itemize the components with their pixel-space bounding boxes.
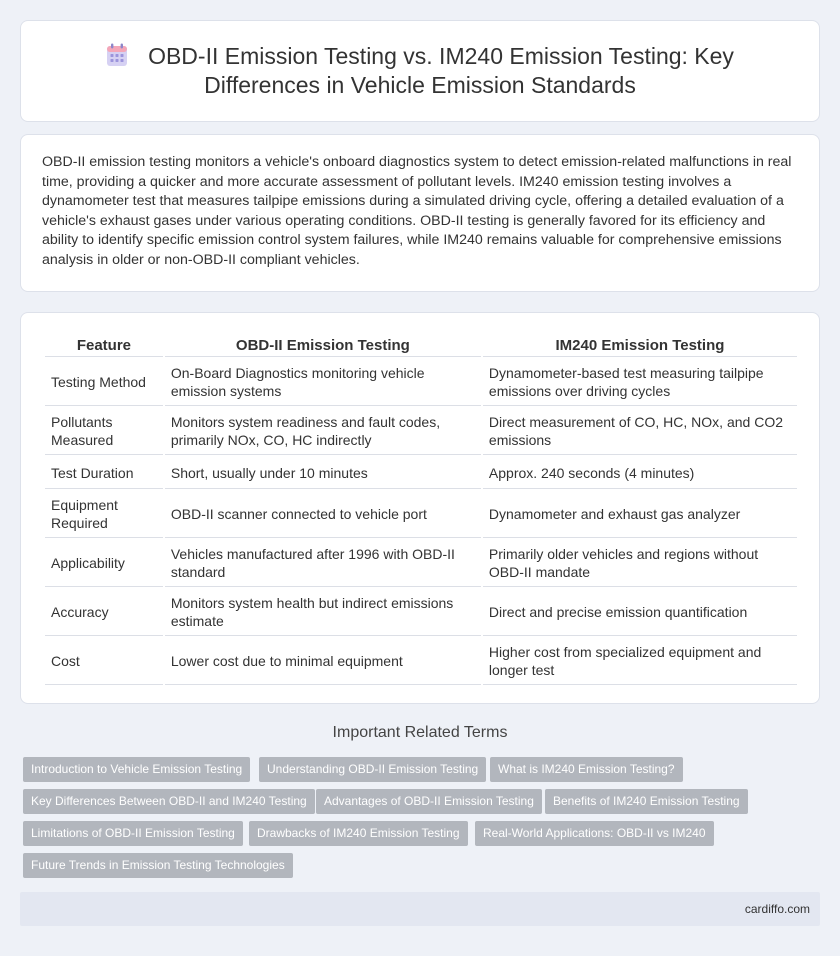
intro-card — [20, 134, 820, 292]
calendar-icon — [106, 43, 128, 67]
footer-site[interactable]: cardiffo.com — [744, 902, 810, 916]
related-term-tag[interactable]: What is IM240 Emission Testing? — [490, 757, 683, 782]
table-row — [45, 540, 797, 587]
cell-feature: Pollutants Measured — [45, 408, 163, 455]
footer — [20, 892, 820, 926]
related-term-tag[interactable]: Real-World Applications: OBD-II vs IM240 — [475, 821, 714, 846]
related-term-tag[interactable]: Key Differences Between OBD-II and IM240 Testing — [23, 789, 315, 814]
table-row — [45, 359, 797, 406]
cell-im240: Primarily older vehicles and regions without OBD-II mandate — [483, 540, 797, 587]
comparison-card — [20, 312, 820, 704]
header-im240: IM240 Emission Testing — [483, 333, 797, 357]
cell-im240: Higher cost from specialized equipment and longer test — [483, 638, 797, 685]
title-card — [20, 20, 820, 122]
cell-obd2: Monitors system health but indirect emissions estimate — [165, 589, 481, 636]
cell-im240: Dynamometer and exhaust gas analyzer — [483, 491, 797, 538]
cell-feature: Applicability — [45, 540, 163, 587]
page-title — [51, 42, 789, 100]
table-row — [45, 408, 797, 455]
related-term-tag[interactable]: Benefits of IM240 Emission Testing — [545, 789, 748, 814]
related-term-tag[interactable]: Introduction to Vehicle Emission Testing — [23, 757, 250, 782]
cell-im240: Dynamometer-based test measuring tailpipe emissions over driving cycles — [483, 359, 797, 406]
table-row — [45, 638, 797, 685]
related-term-tag[interactable]: Future Trends in Emission Testing Technologies — [23, 853, 293, 878]
cell-im240: Direct measurement of CO, HC, NOx, and CO2 emissions — [483, 408, 797, 455]
header-feature: Feature — [45, 333, 163, 357]
cell-obd2: OBD-II scanner connected to vehicle port — [165, 491, 481, 538]
cell-feature: Cost — [45, 638, 163, 685]
cell-obd2: On-Board Diagnostics monitoring vehicle emission systems — [165, 359, 481, 406]
table-row — [45, 589, 797, 636]
cell-feature: Test Duration — [45, 457, 163, 489]
cell-im240: Direct and precise emission quantification — [483, 589, 797, 636]
related-term-tag[interactable]: Limitations of OBD-II Emission Testing — [23, 821, 243, 846]
related-term-tag[interactable]: Drawbacks of IM240 Emission Testing — [249, 821, 468, 846]
cell-feature: Testing Method — [45, 359, 163, 406]
table-row — [45, 491, 797, 538]
related-term-tag[interactable]: Understanding OBD-II Emission Testing — [259, 757, 486, 782]
intro-paragraph: OBD-II emission testing monitors a vehicle's onboard diagnostics system to detect emission-related malfunctions in real time, providing a quicker and more accurate assessment of pollutant levels. IM240 emission testing involves a dynamometer test that measures tailpipe emissions during a simulated driving cycle, offering a detailed evaluation of a vehicle's exhaust gases under various operating conditions. OBD-II testing is generally favored for its efficiency and ability to identify specific emission control system failures, while IM240 remains valuable for comprehensive emissions analysis in older or non-OBD-II compliant vehicles. — [42, 154, 792, 268]
cell-feature: Equipment Required — [45, 491, 163, 538]
cell-feature: Accuracy — [45, 589, 163, 636]
table-header-row — [45, 333, 797, 357]
cell-obd2: Lower cost due to minimal equipment — [165, 638, 481, 685]
cell-obd2: Short, usually under 10 minutes — [165, 457, 481, 489]
cell-obd2: Monitors system readiness and fault codes, primarily NOx, CO, HC indirectly — [165, 408, 481, 455]
related-terms-heading: Important Related Terms — [332, 724, 508, 741]
related-term-tag[interactable]: Advantages of OBD-II Emission Testing — [316, 789, 542, 814]
header-obd2: OBD-II Emission Testing — [165, 333, 481, 357]
cell-im240: Approx. 240 seconds (4 minutes) — [483, 457, 797, 489]
table-row — [45, 457, 797, 489]
comparison-table — [43, 331, 799, 687]
page-title-text: OBD-II Emission Testing vs. IM240 Emission Testing: Key Differences in Vehicle Emission Standards — [148, 43, 734, 98]
cell-obd2: Vehicles manufactured after 1996 with OBD-II standard — [165, 540, 481, 587]
